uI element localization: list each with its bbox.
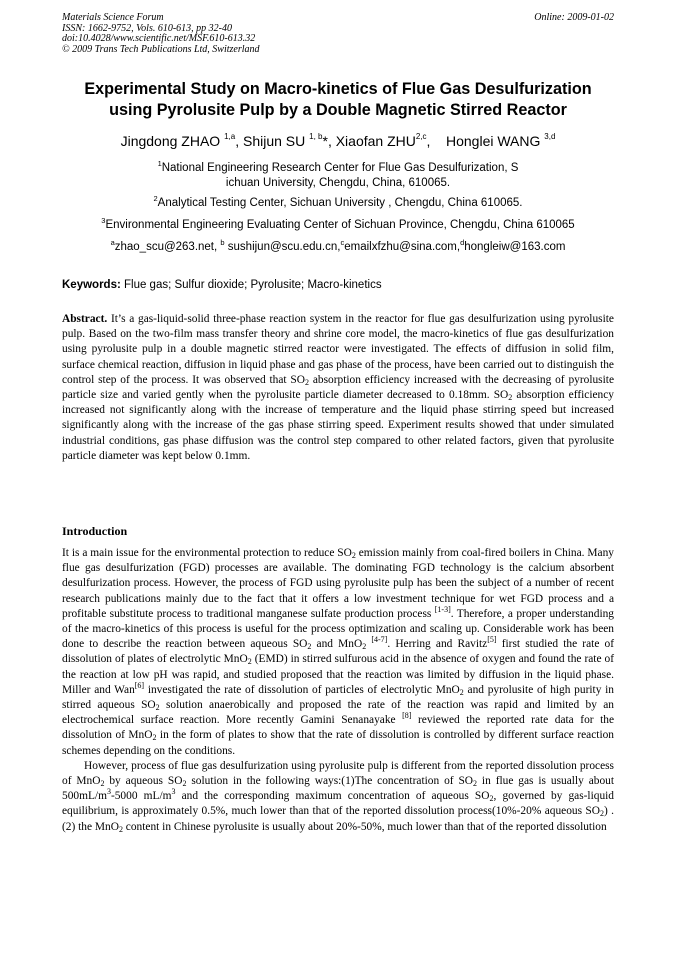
intro-text: ) . (2) the MnO <box>62 805 614 833</box>
subscript: 2 <box>362 642 367 652</box>
keywords <box>62 278 614 293</box>
author-separator: , <box>327 133 336 149</box>
online-date: Online: 2009-01-02 <box>534 12 614 23</box>
affiliation-number: 2 <box>153 194 158 203</box>
paper-title <box>62 79 614 121</box>
affiliation-number: 3 <box>101 216 106 225</box>
intro-text: and MnO <box>311 638 363 651</box>
introduction-heading: Introduction <box>62 524 128 538</box>
introduction-body <box>62 546 614 835</box>
email-mark: b <box>220 238 225 247</box>
subscript: 2 <box>307 642 312 652</box>
affiliation-text: Analytical Testing Center, Sichuan University , Chengdu, China 610065. <box>157 197 523 209</box>
affiliation-2 <box>62 196 614 211</box>
doi-line: doi:10.4028/www.scientific.net/MSF.610-613.32 <box>62 33 256 44</box>
author-affiliation-mark: 1,a <box>224 132 236 141</box>
intro-text: , governed by gas-liquid equilibrium, is approximately 0.5%, much lower than that of the reported dissolution process(10%-20% aqueous SO <box>62 790 615 818</box>
email-link[interactable]: sushijun@scu.edu.cn, <box>224 241 341 253</box>
intro-text: and pyrolusite of high purity in stirred aqueous SO <box>62 683 614 712</box>
subscript: 2 <box>304 377 309 387</box>
title-line-1: Experimental Study on Macro-kinetics of Flue Gas Desulfurization <box>84 80 592 98</box>
email-link[interactable]: hongleiw@163.com <box>464 241 566 253</box>
intro-text: and the corresponding maximum concentration of aqueous SO <box>175 790 490 803</box>
subscript: 2 <box>155 703 160 713</box>
author-affiliation-mark: 2,c <box>415 132 427 141</box>
author-name: Honglei WANG <box>446 133 545 149</box>
affiliation-1 <box>62 161 614 191</box>
subscript: 2 <box>459 687 464 697</box>
intro-text: reviewed the reported rate data for the dissolution of MnO <box>62 714 614 742</box>
intro-text: . Herring and Ravitz <box>387 638 488 651</box>
abstract <box>62 312 614 464</box>
intro-paragraph-1 <box>62 546 614 759</box>
citation: [6] <box>134 680 145 690</box>
intro-text: investigated the rate of dissolution of particles of electrolytic MnO <box>144 683 460 696</box>
affiliation-number: 1 <box>157 159 162 168</box>
citation: [4-7] <box>371 635 388 645</box>
abstract-label: Abstract. <box>62 313 108 325</box>
copyright-line: © 2009 Trans Tech Publications Ltd, Switzerland <box>62 43 260 55</box>
subscript: 2 <box>473 779 478 789</box>
intro-text: -5000 mL/m <box>110 790 172 803</box>
intro-text: solution in the following ways:(1)The concentration of SO <box>186 775 474 788</box>
journal-name: Materials Science Forum <box>62 12 164 23</box>
publication-header <box>62 13 614 55</box>
affiliation-3 <box>58 218 618 233</box>
author-affiliation-mark: 1, b <box>309 132 323 141</box>
keywords-text: Flue gas; Sulfur dioxide; Pyrolusite; Macro-kinetics <box>120 279 382 291</box>
affiliation-text: ichuan University, Chengdu, China, 610065. <box>225 177 451 189</box>
corresponding-author-mark: * <box>322 133 328 149</box>
intro-text: . Therefore, a proper understanding of the macro-kinetics of this process is useful for the process optimization and scaling up. Considerable work has been done to describe the reaction between aqueous SO <box>62 607 615 651</box>
intro-text: (EMD) in stirred sulfurous acid in the absence of oxygen and found the rate of the reaction at low pH was rapid, and studied proposed that the reaction was limited by diffusion in the liquid phase. Miller and Wan <box>62 653 614 696</box>
subscript: 2 <box>508 393 513 403</box>
intro-text: However, process of flue gas desulfurization using pyrolusite pulp is different from the reported dissolution process of MnO <box>62 759 614 788</box>
abstract-text: absorption efficiency increased with the decreasing of pyrolusite particle size and varied gently when the pyrolusite particle diameter decreased to 0.18mm. SO <box>62 373 614 402</box>
email-mark: a <box>110 238 115 247</box>
superscript: 3 <box>171 787 176 797</box>
abstract-text: It’s a gas-liquid-solid three-phase reaction system in the reactor for flue gas desulfurization using pyrolusite pulp. Based on the two-film mass transfer theory and shrine core model, the macro-kinetics of flue gas desulfurization using pyrolusite pulp in a double magnetic stirred reactor were investigated. The effects of diffusion in solid film, surface chemical reaction, diffusion in liquid phase and gas phase of the process, have been carried out to distinguish the control step of the process. It was observed that SO <box>62 313 614 386</box>
author-separator: , <box>235 133 243 149</box>
subscript: 2 <box>152 733 157 743</box>
issn-line: ISSN: 1662-9752, Vols. 610-613, pp 32-40 <box>62 22 232 34</box>
email-link[interactable]: emailxfzhu@sina.com, <box>344 241 461 253</box>
citation: [8] <box>402 711 412 721</box>
keywords-label: Keywords: <box>62 279 121 291</box>
subscript: 2 <box>351 551 356 560</box>
affiliation-text: Environmental Engineering Evaluating Center of Sichuan Province, Chengdu, China 610065 <box>105 219 575 231</box>
intro-text: first studied the rate of dissolution of plates of electrolytic MnO <box>62 638 615 666</box>
intro-text: in flue gas is usually about 500mL/m <box>62 775 614 803</box>
email-mark: d <box>460 238 465 247</box>
affiliation-text: National Engineering Research Center for Flue Gas Desulfurization, S <box>161 162 519 174</box>
intro-text: It is a main issue for the environmental protection to reduce SO <box>62 547 352 559</box>
citation: [1-3] <box>434 604 451 614</box>
intro-text: solution anaerobically and proposed the rate of the reaction was rapid and limited by an electrochemical surface reaction. More recently Gamini Senanayake <box>62 699 614 727</box>
intro-text: in the form of plates to show that the rate of dissolution is controlled by different surface reaction schemes depending on the conditions. <box>62 729 614 757</box>
subscript: 2 <box>247 657 252 667</box>
author-name: Xiaofan ZHU <box>335 133 416 149</box>
author-name: Jingdong ZHAO <box>120 133 225 149</box>
intro-text: by aqueous SO <box>104 775 183 788</box>
author-separator: , <box>426 133 446 149</box>
subscript: 2 <box>182 779 187 789</box>
author-list <box>62 132 614 150</box>
author-affiliation-mark: 3,d <box>544 132 556 141</box>
intro-paragraph-2 <box>62 759 614 835</box>
abstract-text: absorption efficiency increased not significantly along with the increase of temperature and the liquid phase stirring speed but increased significantly along with the increase of the gas phase stirring speed. Experiment results showed that under simulated industrial conditions, gas phase diffusion was the control step compared to other related factors, given that pyrolusite particle diameter was kept below 0.1mm. <box>62 389 614 462</box>
subscript: 2 <box>100 779 105 789</box>
subscript: 2 <box>489 794 494 804</box>
subscript: 2 <box>599 809 604 819</box>
title-line-2: using Pyrolusite Pulp by a Double Magnetic Stirred Reactor <box>109 101 567 119</box>
citation: [5] <box>487 635 497 645</box>
author-name: Shijun SU <box>242 133 310 149</box>
author-emails <box>62 240 614 255</box>
email-link[interactable]: zhao_scu@263.net, <box>114 241 221 253</box>
intro-text: emission mainly from coal-fired boilers in China. Many flue gas desulfurization (FGD) processes are available. The dominating FGD technology is the calcium absorbent desulfurization process. However, the process of FGD using pyrolusite pulp has been the subject of a number of recent research publications mainly due to the fact that it offers a low investment technique for wet FGD process and a profitable substitute process to traditional manganese sulfate production process <box>62 547 614 620</box>
subscript: 2 <box>118 824 123 834</box>
intro-text: content in Chinese pyrolusite is usually about 20%-50%, much lower than that of the reported dissolution <box>122 820 607 833</box>
superscript: 3 <box>106 787 111 797</box>
email-mark: c <box>340 238 345 247</box>
